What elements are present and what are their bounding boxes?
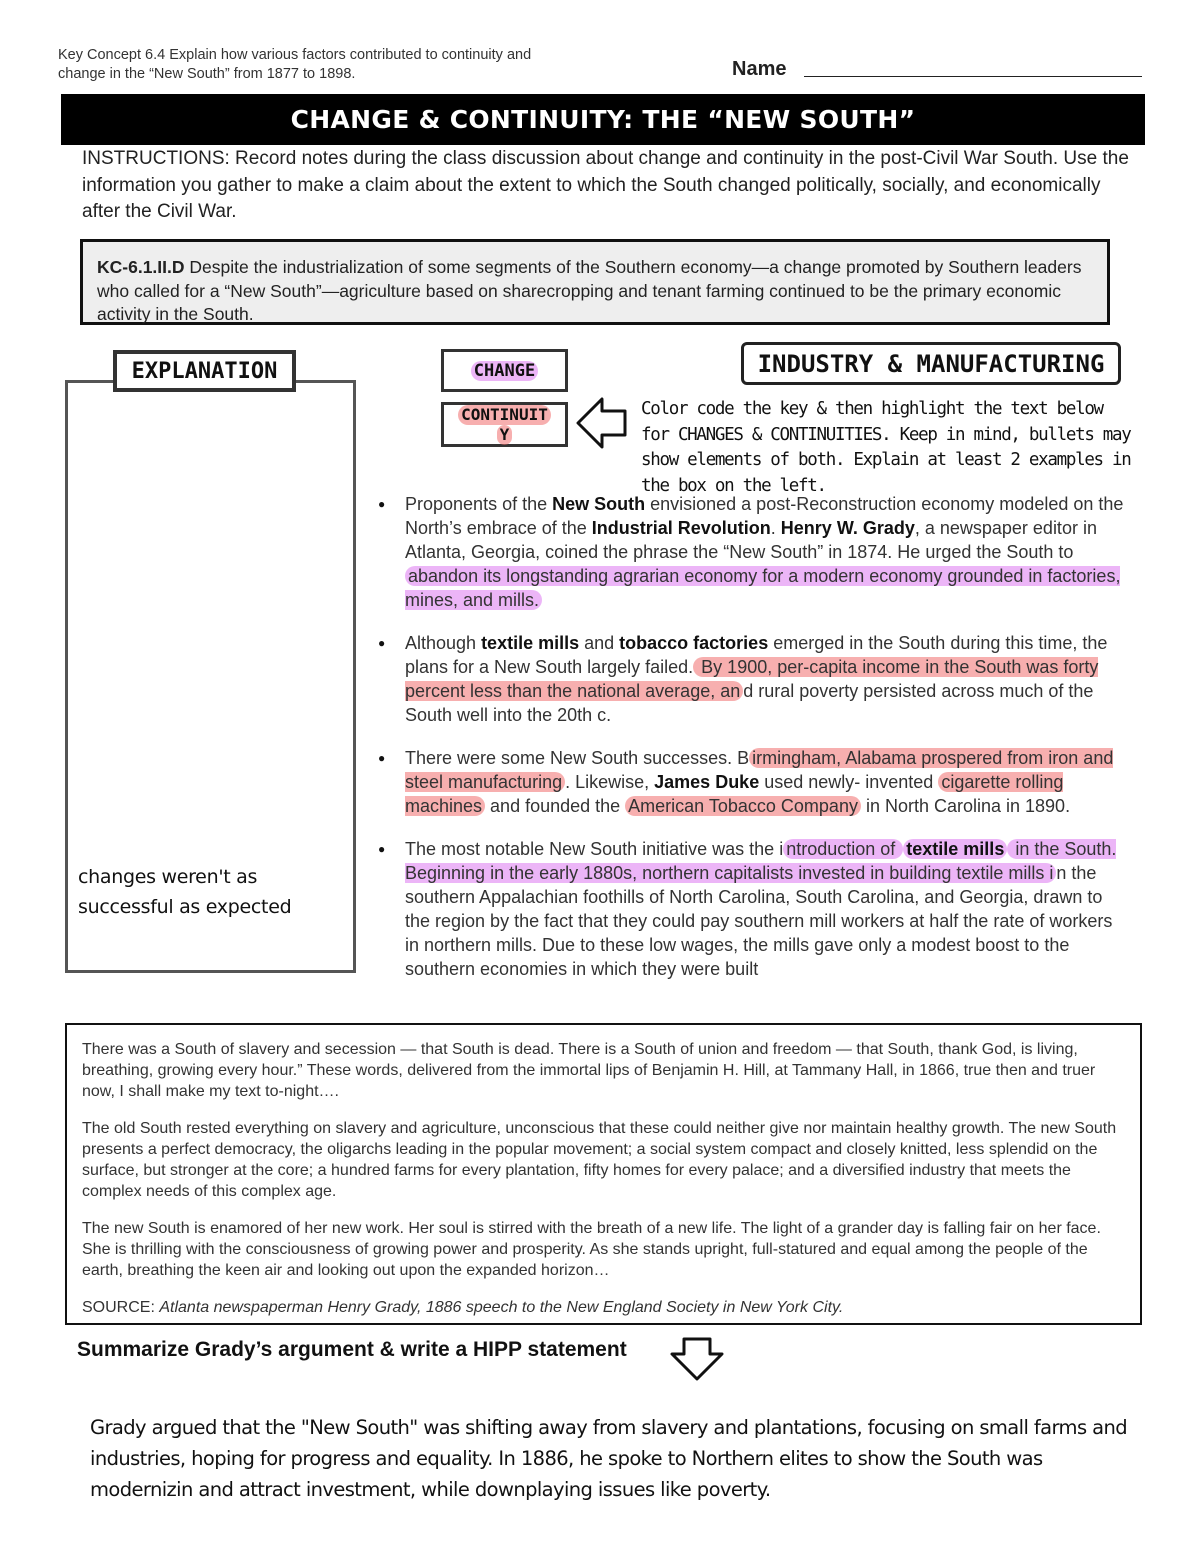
explanation-title: EXPLANATION <box>113 350 296 392</box>
bold-term: textile mills <box>481 633 580 653</box>
color-code-instructions: Color code the key & then highlight the text below for CHANGES & CONTINUITIES. Keep in mind, bullets may show elements of both. Explain at least 2 examples in the box on the left. <box>641 399 1131 496</box>
change-highlight: in the South. Beginning in the early 1880s, northern capitalists invested in building textile mills i <box>405 839 1117 883</box>
key-continuity-line-2: Y <box>497 425 513 445</box>
text: envisioned a post-Reconstruction economy modeled on the North’s embrace of the <box>405 494 1124 538</box>
arrow-down-icon <box>668 1336 726 1387</box>
name-field[interactable] <box>804 76 1142 77</box>
source-paragraph-3: The new South is enamored of her new work. Her soul is stirred with the breath of a new life. The light of a grander day is falling fair on her face. She is thrilling with the consciousness of growing power and prosperity. As she stands upright, full-statured and equal among the people of the earth, breathing the keen air and looking out upon the expanded horizon… <box>82 1220 1101 1279</box>
name-label: Name <box>732 58 787 80</box>
key-continuity <box>441 402 568 447</box>
source-citation-text: Atlanta newspaperman Henry Grady, 1886 speech to the New England Society in New York City. <box>159 1299 844 1316</box>
text: Proponents of the <box>405 494 553 514</box>
bullet-new-south-vision <box>378 492 1128 612</box>
text: . Likewise, <box>565 772 655 792</box>
kc-box <box>80 239 1110 325</box>
text: emerged in the South during this time, the plans for a New South largely failed. <box>405 633 1108 677</box>
page-title: CHANGE & CONTINUITY: THE “NEW SOUTH” <box>61 94 1145 145</box>
key-change <box>441 349 568 392</box>
bold-term: tobacco factories <box>619 633 769 653</box>
kc-text: Despite the industrialization of some segments of the Southern economy—a change promoted by Southern leaders who called for a “New South”—agriculture based on sharecropping and tenant farming continued to be the primary economic activity in the South. <box>97 257 1082 324</box>
text: Although <box>405 633 482 653</box>
summarize-prompt: Summarize Grady’s argument & write a HIPP statement <box>77 1338 627 1361</box>
source-box <box>65 1023 1142 1325</box>
text: n the southern Appalachian foothills of North Carolina, South Carolina, and Georgia, drawn to the region by the fact that they could pay southern mill workers at half the rate of workers in northern mills. Due to these low wages, the mills gave only a modest boost to the southern economies in which they were built <box>405 863 1113 979</box>
continuity-highlight: irmingham, Alabama prospered from iron and steel manufacturing <box>405 748 1114 792</box>
explanation-text: changes weren't as successful as expected <box>78 866 292 918</box>
text: The most notable New South initiative was the i <box>405 839 784 859</box>
source-label: SOURCE: <box>82 1299 160 1316</box>
key-concept <box>58 46 618 84</box>
text: . <box>770 518 781 538</box>
continuity-highlight: American Tobacco Company <box>625 796 861 816</box>
section-title: INDUSTRY & MANUFACTURING <box>741 342 1121 385</box>
text: d rural poverty persisted across much of the South well into the 20th c. <box>405 681 1094 725</box>
bold-term: New South <box>552 494 646 514</box>
text: and <box>579 633 620 653</box>
key-continuity-line-1: CONTINUIT <box>458 405 551 425</box>
text: , a newspaper editor in Atlanta, Georgia, coined the phrase the “New South” in 1874. He urged the South to <box>405 518 1097 562</box>
text: used newly- invented <box>759 772 939 792</box>
bullet-textile-mills <box>378 837 1128 981</box>
key-concept-line-2: change in the “New South” from 1877 to 1898. <box>58 66 356 82</box>
bold-term: Henry W. Grady <box>780 518 915 538</box>
key-change-label: CHANGE <box>471 361 538 381</box>
arrow-left-icon <box>576 396 628 455</box>
bullet-successes <box>378 746 1128 818</box>
answer-text[interactable]: Grady argued that the "New South" was shifting away from slavery and plantations, focusing on small farms and industries, hoping for progress and equality. In 1886, he spoke to Northern elites to show the South was modernizin and attract investment, while downplaying issues like poverty. <box>90 1416 1127 1501</box>
kc-code: KC-6.1.II.D <box>97 257 185 277</box>
instructions: INSTRUCTIONS: Record notes during the class discussion about change and continuity in the post-Civil War South. Use the information you gather to make a claim about the extent to which the South changed politically, socially, and economically after the Civil War. <box>82 148 1129 222</box>
change-highlight: abandon its longstanding agrarian economy for a modern economy grounded in factories, mines, and mills. <box>405 566 1121 610</box>
key-concept-line-1: Key Concept 6.4 Explain how various factors contributed to continuity and <box>58 47 532 63</box>
text: and founded the <box>485 796 626 816</box>
bullet-plans-failed <box>378 631 1128 727</box>
source-citation <box>82 1297 1125 1318</box>
continuity-highlight: By 1900, per-capita income in the South was forty percent less than the national average, an <box>405 657 1099 701</box>
bullet-list <box>378 492 1128 1000</box>
text: There were some New South successes. B <box>405 748 750 768</box>
text: in North Carolina in 1890. <box>860 796 1071 816</box>
change-highlight: ntroduction of <box>783 839 903 859</box>
bold-term: James Duke <box>654 772 760 792</box>
change-highlight-bold: textile mills <box>903 839 1007 859</box>
source-paragraph-2: The old South rested everything on slavery and agriculture, unconscious that these could neither give nor maintain healthy growth. The new South presents a perfect democracy, the oligarchs leading in the popular movement; a social system compact and closely knitted, less splendid on the surface, but stronger at the core; a hundred farms for every plantation, fifty homes for every palace; and a diversified industry that meets the complex needs of this complex age. <box>82 1120 1117 1200</box>
bold-term: Industrial Revolution <box>591 518 771 538</box>
source-paragraph-1: There was a South of slavery and secession — that South is dead. There is a South of union and freedom — that South, thank God, is living, breathing, growing every hour.” These words, delivered from the immortal lips of Benjamin H. Hill, at Tammany Hall, in 1866, true then and truer now, I shall make my text to-night…. <box>82 1041 1096 1100</box>
continuity-highlight: cigarette rolling machines <box>405 772 1064 816</box>
